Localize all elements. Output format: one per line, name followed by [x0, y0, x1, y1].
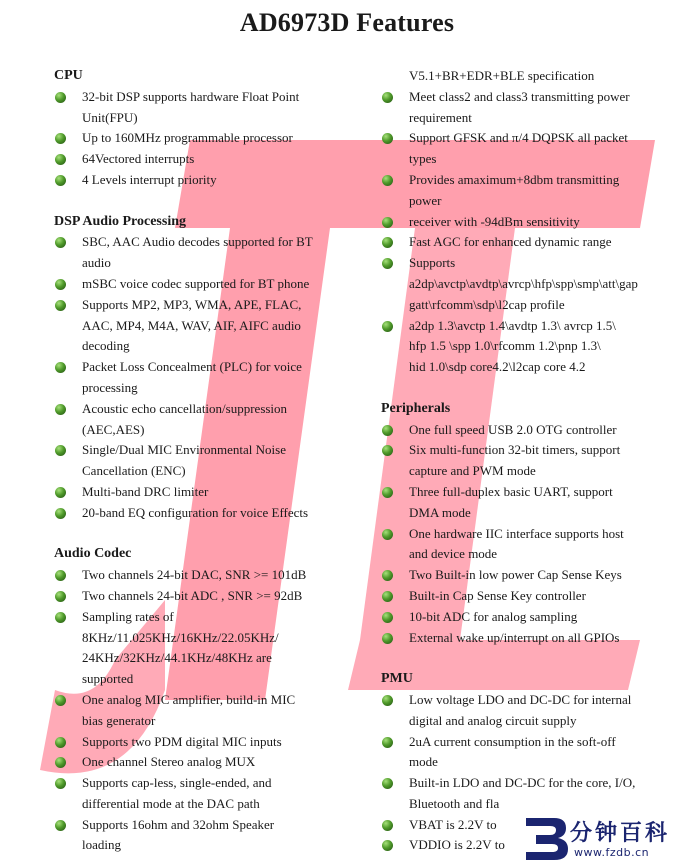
feature-text: Sampling rates of	[82, 608, 174, 624]
feature-item	[54, 815, 354, 857]
feature-item	[54, 752, 354, 773]
feature-item	[381, 524, 671, 566]
feature-text: hfp 1.5 \spp 1.0\rfcomm 1.2\pnp 1.3\	[409, 338, 601, 354]
green-bullet-icon	[382, 92, 393, 103]
feature-text: 64Vectored interrupts	[82, 151, 195, 167]
feature-text: 20-band EQ configuration for voice Effects	[82, 504, 309, 520]
green-bullet-icon	[55, 570, 66, 581]
green-bullet-icon	[382, 133, 393, 144]
feature-text: Supports two PDM digital MIC inputs	[82, 733, 282, 749]
logo-url[interactable]: www.fzdb.cn	[574, 846, 650, 859]
feature-item	[54, 170, 354, 191]
feature-text: Cancellation (ENC)	[82, 463, 186, 479]
feature-section	[54, 544, 354, 856]
feature-item	[54, 503, 354, 524]
feature-section	[54, 66, 354, 191]
feature-text: Supports cap-less, single-ended, and	[82, 775, 272, 791]
green-bullet-icon	[55, 487, 66, 498]
feature-text: DMA mode	[409, 504, 471, 520]
green-bullet-icon	[382, 695, 393, 706]
green-bullet-icon	[55, 175, 66, 186]
green-bullet-icon	[382, 217, 393, 228]
feature-text: VDDIO is 2.2V to	[409, 837, 505, 853]
green-bullet-icon	[382, 737, 393, 748]
feature-text: bias generator	[82, 712, 156, 728]
green-bullet-icon	[382, 445, 393, 456]
continuation-text: V5.1+BR+EDR+BLE specification	[409, 68, 595, 83]
feature-text: gatt\rfcomm\sdp\l2cap profile	[409, 296, 565, 312]
feature-text: Built-in Cap Sense Key controller	[409, 587, 586, 603]
feature-text: 32-bit DSP supports hardware Float Point	[82, 88, 300, 104]
feature-text: Two Built-in low power Cap Sense Keys	[409, 567, 622, 583]
feature-item	[381, 170, 671, 212]
feature-text: AAC, MP4, M4A, WAV, AIF, AIFC audio	[82, 317, 301, 333]
feature-text: Three full-duplex basic UART, support	[409, 483, 613, 499]
feature-item	[54, 399, 354, 441]
feature-text: processing	[82, 379, 138, 395]
feature-item	[54, 607, 354, 690]
feature-text: 4 Levels interrupt priority	[82, 171, 217, 187]
green-bullet-icon	[55, 591, 66, 602]
green-bullet-icon	[382, 258, 393, 269]
feature-item	[381, 773, 671, 815]
feature-text: Two channels 24-bit ADC , SNR >= 92dB	[82, 587, 303, 603]
green-bullet-icon	[55, 279, 66, 290]
feature-text: a2dp 1.3\avctp 1.4\avdtp 1.3\ avrcp 1.5\	[409, 317, 616, 333]
feature-text: differential mode at the DAC path	[82, 795, 260, 811]
green-bullet-icon	[55, 92, 66, 103]
feature-text: Supports MP2, MP3, WMA, APE, FLAC,	[82, 296, 302, 312]
feature-text: Six multi-function 32-bit timers, support	[409, 442, 621, 458]
green-bullet-icon	[382, 633, 393, 644]
feature-text: Up to 160MHz programmable processor	[82, 130, 293, 146]
green-bullet-icon	[382, 425, 393, 436]
feature-item	[54, 482, 354, 503]
feature-text: capture and PWM mode	[409, 463, 536, 479]
feature-text: hid 1.0\sdp core4.2\l2cap core 4.2	[409, 359, 586, 375]
feature-text: and device mode	[409, 546, 498, 562]
feature-item	[54, 149, 354, 170]
feature-text: Bluetooth and fla	[409, 795, 500, 811]
green-bullet-icon	[382, 487, 393, 498]
feature-text: receiver with -94dBm sensitivity	[409, 213, 580, 229]
feature-item	[381, 565, 671, 586]
feature-text: Fast AGC for enhanced dynamic range	[409, 234, 612, 250]
green-bullet-icon	[55, 154, 66, 165]
feature-item	[54, 586, 354, 607]
feature-text: power	[409, 192, 442, 208]
feature-text: Supports 16ohm and 32ohm Speaker	[82, 816, 275, 832]
feature-item	[381, 440, 671, 482]
section-title: CPU	[54, 68, 83, 83]
green-bullet-icon	[55, 695, 66, 706]
feature-item	[381, 87, 671, 129]
feature-text: mSBC voice codec supported for BT phone	[82, 275, 310, 291]
feature-section	[381, 87, 671, 378]
site-logo	[512, 812, 694, 867]
green-bullet-icon	[55, 237, 66, 248]
feature-text: Support GFSK and π/4 DQPSK all packet	[409, 130, 628, 146]
green-bullet-icon	[382, 570, 393, 581]
feature-item	[381, 232, 671, 253]
feature-item	[54, 440, 354, 482]
feature-text: loading	[82, 837, 121, 853]
section-title: DSP Audio Processing	[54, 213, 186, 229]
feature-text: supported	[82, 671, 134, 687]
green-bullet-icon	[55, 737, 66, 748]
green-bullet-icon	[55, 362, 66, 373]
green-bullet-icon	[55, 820, 66, 831]
feature-text: Built-in LDO and DC-DC for the core, I/O,	[409, 775, 636, 791]
right-column	[381, 66, 671, 856]
feature-item	[381, 586, 671, 607]
feature-text: Multi-band DRC limiter	[82, 483, 209, 499]
left-column	[54, 66, 354, 856]
feature-text: Provides amaximum+8dbm transmitting	[409, 171, 620, 187]
feature-text: mode	[409, 754, 438, 770]
green-bullet-icon	[55, 757, 66, 768]
feature-text: Meet class2 and class3 transmitting power	[409, 88, 630, 104]
feature-text: One analog MIC amplifier, build-in MIC	[82, 691, 296, 707]
green-bullet-icon	[55, 445, 66, 456]
feature-item	[54, 87, 354, 129]
feature-item	[381, 212, 671, 233]
feature-item	[54, 232, 354, 274]
green-bullet-icon	[55, 404, 66, 415]
feature-text: 2uA current consumption in the soft-off	[409, 733, 616, 749]
feature-item	[381, 128, 671, 170]
feature-text: Two channels 24-bit DAC, SNR >= 101dB	[82, 567, 307, 583]
feature-item	[381, 732, 671, 774]
green-bullet-icon	[55, 300, 66, 311]
feature-text: SBC, AAC Audio decodes supported for BT	[82, 234, 313, 250]
green-bullet-icon	[382, 237, 393, 248]
feature-item	[54, 295, 354, 357]
feature-text: 8KHz/11.025KHz/16KHz/22.05KHz/	[82, 629, 279, 645]
green-bullet-icon	[382, 612, 393, 623]
feature-text: types	[409, 151, 437, 167]
green-bullet-icon	[382, 778, 393, 789]
feature-item	[54, 274, 354, 295]
feature-item	[381, 420, 671, 441]
feature-item	[54, 357, 354, 399]
feature-text: 24KHz/32KHz/44.1KHz/48KHz are	[82, 650, 272, 666]
feature-text: One hardware IIC interface supports host	[409, 525, 624, 541]
green-bullet-icon	[382, 820, 393, 831]
feature-text: audio	[82, 255, 111, 271]
feature-text: Supports	[409, 255, 456, 271]
feature-item	[381, 482, 671, 524]
green-bullet-icon	[55, 612, 66, 623]
feature-text: Acoustic echo cancellation/suppression	[82, 400, 288, 416]
green-bullet-icon	[55, 133, 66, 144]
feature-item	[54, 732, 354, 753]
feature-text: 10-bit ADC for analog sampling	[409, 608, 578, 624]
green-bullet-icon	[55, 778, 66, 789]
feature-text: digital and analog circuit supply	[409, 712, 577, 728]
feature-text: Unit(FPU)	[82, 109, 138, 125]
feature-text: One channel Stereo analog MUX	[82, 754, 256, 770]
section-title: PMU	[381, 671, 413, 687]
feature-text: One full speed USB 2.0 OTG controller	[409, 421, 617, 437]
feature-text: Single/Dual MIC Environmental Noise	[82, 442, 287, 458]
logo-mark-icon	[518, 814, 570, 862]
feature-section	[54, 212, 354, 524]
feature-item	[381, 316, 671, 378]
feature-item	[54, 565, 354, 586]
feature-text: a2dp\avctp\avdtp\avrcp\hfp\spp\smp\att\gap	[409, 275, 638, 291]
green-bullet-icon	[382, 175, 393, 186]
feature-text: Low voltage LDO and DC-DC for internal	[409, 691, 632, 707]
green-bullet-icon	[55, 508, 66, 519]
green-bullet-icon	[382, 529, 393, 540]
green-bullet-icon	[382, 840, 393, 851]
section-title: Peripherals	[381, 400, 451, 416]
feature-item	[54, 690, 354, 732]
feature-text: decoding	[82, 338, 130, 354]
feature-item	[381, 607, 671, 628]
feature-item	[381, 690, 671, 732]
green-bullet-icon	[382, 591, 393, 602]
feature-text: VBAT is 2.2V to	[409, 816, 497, 832]
section-title: Audio Codec	[54, 546, 132, 562]
feature-text: Packet Loss Concealment (PLC) for voice	[82, 359, 302, 375]
feature-text: (AEC,AES)	[82, 421, 145, 437]
logo-text: 分钟百科	[570, 821, 671, 846]
feature-item	[54, 773, 354, 815]
green-bullet-icon	[382, 321, 393, 332]
feature-text: External wake up/interrupt on all GPIOs	[409, 629, 620, 645]
feature-item	[381, 628, 671, 649]
page-title: AD6973D Features	[239, 8, 455, 37]
feature-item	[54, 128, 354, 149]
feature-text: requirement	[409, 109, 472, 125]
feature-item	[381, 253, 671, 315]
feature-section	[381, 399, 671, 649]
